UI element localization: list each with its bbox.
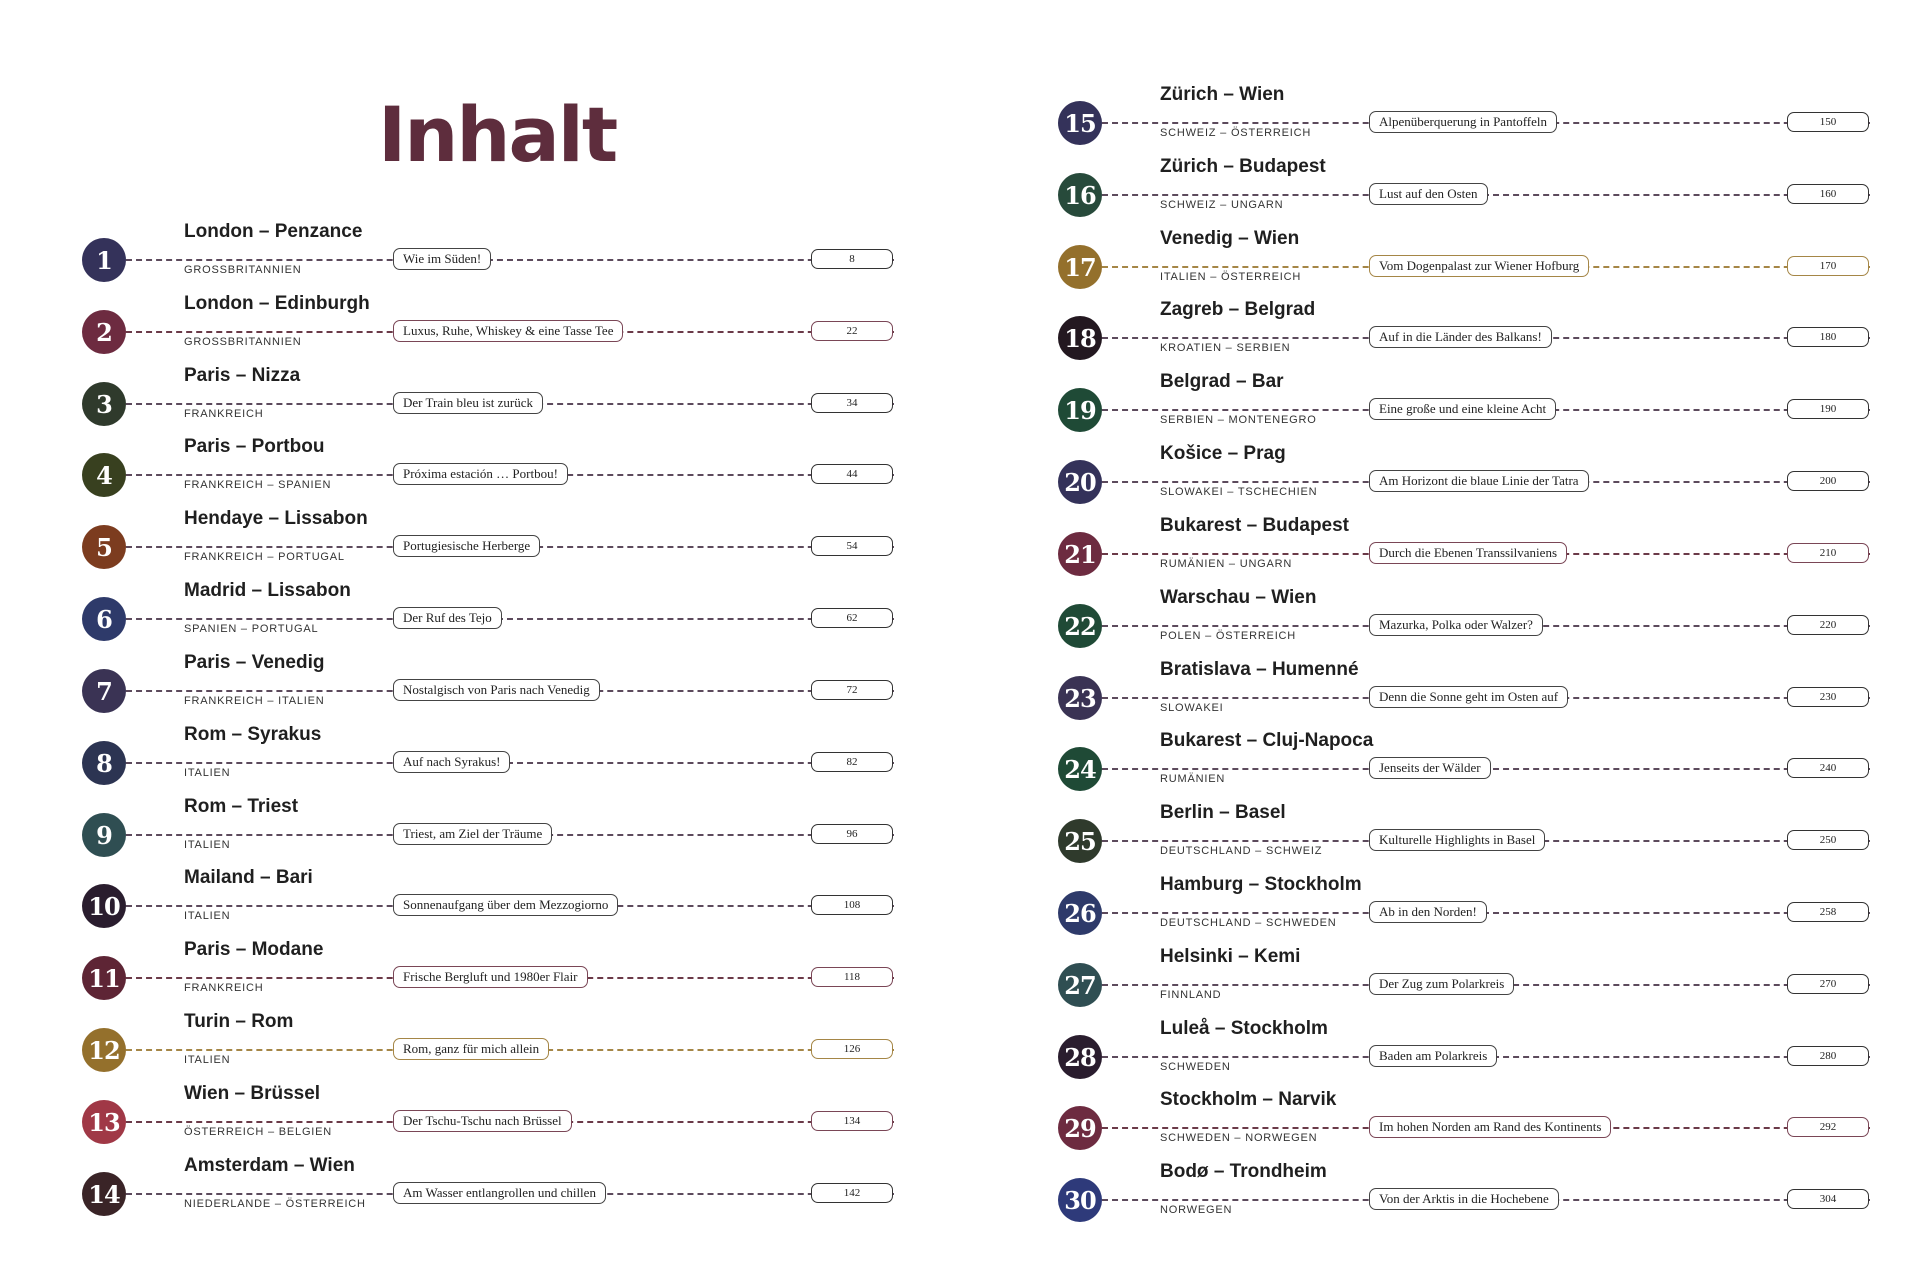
chapter-number-badge: 29 xyxy=(1058,1106,1102,1150)
chapter-number-badge: 27 xyxy=(1058,963,1102,1007)
route-countries: GROSSBRITANNIEN xyxy=(184,264,302,276)
toc-entry[interactable] xyxy=(1058,1018,1870,1085)
chapter-number-badge: 6 xyxy=(82,597,126,641)
page-number[interactable]: 72 xyxy=(811,680,893,700)
chapter-number-badge: 18 xyxy=(1058,316,1102,360)
route-countries: SCHWEDEN xyxy=(1160,1061,1231,1073)
toc-entry[interactable] xyxy=(82,365,894,432)
route-countries: ÖSTERREICH – BELGIEN xyxy=(184,1126,333,1138)
toc-entry[interactable] xyxy=(1058,730,1870,797)
chapter-motto: Der Ruf des Tejo xyxy=(393,607,502,629)
route-title: Paris – Portbou xyxy=(184,436,328,458)
toc-entry[interactable] xyxy=(1058,1089,1870,1156)
page-number[interactable]: 240 xyxy=(1787,758,1869,778)
chapter-number-badge: 13 xyxy=(82,1100,126,1144)
chapter-motto: Am Wasser entlangrollen und chillen xyxy=(393,1182,606,1204)
chapter-number-badge: 30 xyxy=(1058,1178,1102,1222)
chapter-motto: Wie im Süden! xyxy=(393,248,491,270)
chapter-number-badge: 16 xyxy=(1058,173,1102,217)
toc-entry[interactable] xyxy=(82,508,894,575)
chapter-number-badge: 10 xyxy=(82,884,126,928)
chapter-motto: Am Horizont die blaue Linie der Tatra xyxy=(1369,470,1589,492)
page-number[interactable]: 280 xyxy=(1787,1046,1869,1066)
chapter-number-badge: 20 xyxy=(1058,460,1102,504)
toc-entry[interactable] xyxy=(82,724,894,791)
toc-entry[interactable] xyxy=(82,293,894,360)
page-number[interactable]: 200 xyxy=(1787,471,1869,491)
route-title: Bukarest – Cluj-Napoca xyxy=(1160,730,1377,752)
chapter-number-badge: 25 xyxy=(1058,819,1102,863)
route-countries: KROATIEN – SERBIEN xyxy=(1160,342,1291,354)
route-title: Zagreb – Belgrad xyxy=(1160,299,1319,321)
toc-entry[interactable] xyxy=(1058,299,1870,366)
page-number[interactable]: 180 xyxy=(1787,327,1869,347)
page-number[interactable]: 82 xyxy=(811,752,893,772)
route-title: Bodø – Trondheim xyxy=(1160,1161,1331,1183)
page-number[interactable]: 8 xyxy=(811,249,893,269)
route-countries: FRANKREICH – ITALIEN xyxy=(184,695,325,707)
route-countries: DEUTSCHLAND – SCHWEIZ xyxy=(1160,845,1323,857)
chapter-motto: Próxima estación … Portbou! xyxy=(393,463,568,485)
chapter-number-badge: 21 xyxy=(1058,532,1102,576)
route-title: Turin – Rom xyxy=(184,1011,297,1033)
route-title: Rom – Triest xyxy=(184,796,302,818)
chapter-number-badge: 1 xyxy=(82,238,126,282)
route-title: Belgrad – Bar xyxy=(1160,371,1288,393)
route-title: Wien – Brüssel xyxy=(184,1083,324,1105)
chapter-number-badge: 8 xyxy=(82,741,126,785)
toc-entry[interactable] xyxy=(1058,874,1870,941)
toc-entry[interactable] xyxy=(1058,443,1870,510)
dashed-connector xyxy=(126,618,894,620)
page-number[interactable]: 118 xyxy=(811,967,893,987)
page-number[interactable]: 190 xyxy=(1787,399,1869,419)
page-number[interactable]: 134 xyxy=(811,1111,893,1131)
page-number[interactable]: 258 xyxy=(1787,902,1869,922)
chapter-number-badge: 12 xyxy=(82,1028,126,1072)
page-number[interactable]: 220 xyxy=(1787,615,1869,635)
chapter-number-badge: 5 xyxy=(82,525,126,569)
chapter-motto: Frische Bergluft und 1980er Flair xyxy=(393,966,588,988)
toc-entry[interactable] xyxy=(1058,802,1870,869)
route-countries: SCHWEIZ – UNGARN xyxy=(1160,199,1284,211)
route-title: Warschau – Wien xyxy=(1160,587,1320,609)
route-countries: ITALIEN xyxy=(184,1054,231,1066)
chapter-motto: Auf in die Länder des Balkans! xyxy=(1369,326,1552,348)
route-title: Hendaye – Lissabon xyxy=(184,508,372,530)
page-number[interactable]: 62 xyxy=(811,608,893,628)
route-countries: FRANKREICH xyxy=(184,982,264,994)
toc-entry[interactable] xyxy=(1058,587,1870,654)
toc-entry[interactable] xyxy=(82,796,894,863)
toc-entry[interactable] xyxy=(82,580,894,647)
toc-entry[interactable] xyxy=(1058,659,1870,726)
toc-entry[interactable] xyxy=(82,652,894,719)
page-number[interactable]: 22 xyxy=(811,321,893,341)
chapter-motto: Eine große und eine kleine Acht xyxy=(1369,398,1556,420)
route-title: Madrid – Lissabon xyxy=(184,580,355,602)
chapter-motto: Vom Dogenpalast zur Wiener Hofburg xyxy=(1369,255,1589,277)
chapter-number-badge: 15 xyxy=(1058,101,1102,145)
toc-entry[interactable] xyxy=(1058,515,1870,582)
toc-entry[interactable] xyxy=(82,436,894,503)
route-countries: SLOWAKEI – TSCHECHIEN xyxy=(1160,486,1318,498)
route-title: Paris – Modane xyxy=(184,939,327,961)
chapter-number-badge: 14 xyxy=(82,1172,126,1216)
page-number[interactable]: 160 xyxy=(1787,184,1869,204)
route-countries: RUMÄNIEN – UNGARN xyxy=(1160,558,1293,570)
route-title: Košice – Prag xyxy=(1160,443,1290,465)
chapter-motto: Rom, ganz für mich allein xyxy=(393,1038,549,1060)
page-number[interactable]: 142 xyxy=(811,1183,893,1203)
page-number[interactable]: 250 xyxy=(1787,830,1869,850)
page-number[interactable]: 304 xyxy=(1787,1189,1869,1209)
chapter-motto: Auf nach Syrakus! xyxy=(393,751,510,773)
page-number[interactable]: 230 xyxy=(1787,687,1869,707)
chapter-motto: Der Zug zum Polarkreis xyxy=(1369,973,1514,995)
route-countries: SCHWEIZ – ÖSTERREICH xyxy=(1160,127,1312,139)
route-countries: SERBIEN – MONTENEGRO xyxy=(1160,414,1317,426)
dashed-connector xyxy=(126,259,894,261)
toc-entry[interactable] xyxy=(82,867,894,934)
chapter-number-badge: 3 xyxy=(82,382,126,426)
route-countries: ITALIEN xyxy=(184,839,231,851)
page-number[interactable]: 108 xyxy=(811,895,893,915)
toc-entry[interactable] xyxy=(1058,156,1870,223)
toc-entry[interactable] xyxy=(82,221,894,288)
route-title: Rom – Syrakus xyxy=(184,724,325,746)
route-countries: NIEDERLANDE – ÖSTERREICH xyxy=(184,1198,366,1210)
route-title: Stockholm – Narvik xyxy=(1160,1089,1340,1111)
route-title: Paris – Nizza xyxy=(184,365,304,387)
chapter-motto: Von der Arktis in die Hochebene xyxy=(1369,1188,1559,1210)
toc-entry[interactable] xyxy=(82,939,894,1006)
chapter-motto: Portugiesische Herberge xyxy=(393,535,540,557)
chapter-motto: Mazurka, Polka oder Walzer? xyxy=(1369,614,1543,636)
route-title: Berlin – Basel xyxy=(1160,802,1290,824)
page-number[interactable]: 54 xyxy=(811,536,893,556)
route-title: Zürich – Budapest xyxy=(1160,156,1330,178)
route-countries: FINNLAND xyxy=(1160,989,1222,1001)
route-countries: FRANKREICH xyxy=(184,408,264,420)
route-countries: SCHWEDEN – NORWEGEN xyxy=(1160,1132,1318,1144)
page-number[interactable]: 210 xyxy=(1787,543,1869,563)
page-number[interactable]: 34 xyxy=(811,393,893,413)
route-countries: POLEN – ÖSTERREICH xyxy=(1160,630,1297,642)
route-title: Luleå – Stockholm xyxy=(1160,1018,1332,1040)
chapter-motto: Luxus, Ruhe, Whiskey & eine Tasse Tee xyxy=(393,320,623,342)
route-title: Hamburg – Stockholm xyxy=(1160,874,1366,896)
chapter-motto: Nostalgisch von Paris nach Venedig xyxy=(393,679,600,701)
route-countries: RUMÄNIEN xyxy=(1160,773,1226,785)
route-countries: ITALIEN – ÖSTERREICH xyxy=(1160,271,1302,283)
route-title: Mailand – Bari xyxy=(184,867,317,889)
chapter-number-badge: 11 xyxy=(82,956,126,1000)
chapter-number-badge: 17 xyxy=(1058,245,1102,289)
page-number[interactable]: 150 xyxy=(1787,112,1869,132)
chapter-number-badge: 26 xyxy=(1058,891,1102,935)
chapter-motto: Lust auf den Osten xyxy=(1369,183,1488,205)
chapter-motto: Baden am Polarkreis xyxy=(1369,1045,1497,1067)
route-title: Zürich – Wien xyxy=(1160,84,1288,106)
chapter-motto: Der Tschu-Tschu nach Brüssel xyxy=(393,1110,572,1132)
page-number[interactable]: 44 xyxy=(811,464,893,484)
page-number[interactable]: 96 xyxy=(811,824,893,844)
route-title: London – Penzance xyxy=(184,221,366,243)
route-title: Helsinki – Kemi xyxy=(1160,946,1304,968)
page-number[interactable]: 170 xyxy=(1787,256,1869,276)
chapter-motto: Der Train bleu ist zurück xyxy=(393,392,543,414)
toc-entry[interactable] xyxy=(82,1083,894,1150)
chapter-motto: Jenseits der Wälder xyxy=(1369,757,1491,779)
chapter-motto: Im hohen Norden am Rand des Kontinents xyxy=(1369,1116,1611,1138)
route-countries: FRANKREICH – PORTUGAL xyxy=(184,551,345,563)
route-countries: ITALIEN xyxy=(184,910,231,922)
chapter-motto: Denn die Sonne geht im Osten auf xyxy=(1369,686,1568,708)
toc-entry[interactable] xyxy=(1058,228,1870,295)
toc-entry[interactable] xyxy=(1058,371,1870,438)
route-title: Venedig – Wien xyxy=(1160,228,1303,250)
chapter-motto: Triest, am Ziel der Träume xyxy=(393,823,552,845)
chapter-motto: Kulturelle Highlights in Basel xyxy=(1369,829,1545,851)
chapter-number-badge: 22 xyxy=(1058,604,1102,648)
route-title: Bratislava – Humenné xyxy=(1160,659,1363,681)
route-title: London – Edinburgh xyxy=(184,293,374,315)
page-number[interactable]: 270 xyxy=(1787,974,1869,994)
route-countries: NORWEGEN xyxy=(1160,1204,1233,1216)
chapter-number-badge: 19 xyxy=(1058,388,1102,432)
route-countries: FRANKREICH – SPANIEN xyxy=(184,479,332,491)
route-title: Paris – Venedig xyxy=(184,652,328,674)
chapter-number-badge: 23 xyxy=(1058,676,1102,720)
toc-entry[interactable] xyxy=(1058,1161,1870,1228)
route-title: Amsterdam – Wien xyxy=(184,1155,359,1177)
toc-entry[interactable] xyxy=(82,1011,894,1078)
route-countries: DEUTSCHLAND – SCHWEDEN xyxy=(1160,917,1337,929)
route-countries: SPANIEN – PORTUGAL xyxy=(184,623,319,635)
chapter-number-badge: 28 xyxy=(1058,1035,1102,1079)
chapter-number-badge: 7 xyxy=(82,669,126,713)
route-countries: GROSSBRITANNIEN xyxy=(184,336,302,348)
route-title: Bukarest – Budapest xyxy=(1160,515,1353,537)
chapter-motto: Alpenüberquerung in Pantoffeln xyxy=(1369,111,1557,133)
chapter-motto: Ab in den Norden! xyxy=(1369,901,1487,923)
chapter-motto: Durch die Ebenen Transsilvaniens xyxy=(1369,542,1567,564)
page-number[interactable]: 292 xyxy=(1787,1117,1869,1137)
toc-entry[interactable] xyxy=(1058,946,1870,1013)
page-title: Inhalt xyxy=(378,90,617,179)
toc-entry[interactable] xyxy=(82,1155,894,1222)
route-countries: SLOWAKEI xyxy=(1160,702,1224,714)
route-countries: ITALIEN xyxy=(184,767,231,779)
chapter-number-badge: 4 xyxy=(82,453,126,497)
chapter-number-badge: 24 xyxy=(1058,747,1102,791)
chapter-motto: Sonnenaufgang über dem Mezzogiorno xyxy=(393,894,618,916)
toc-entry[interactable] xyxy=(1058,84,1870,151)
chapter-number-badge: 2 xyxy=(82,310,126,354)
page-number[interactable]: 126 xyxy=(811,1039,893,1059)
chapter-number-badge: 9 xyxy=(82,813,126,857)
